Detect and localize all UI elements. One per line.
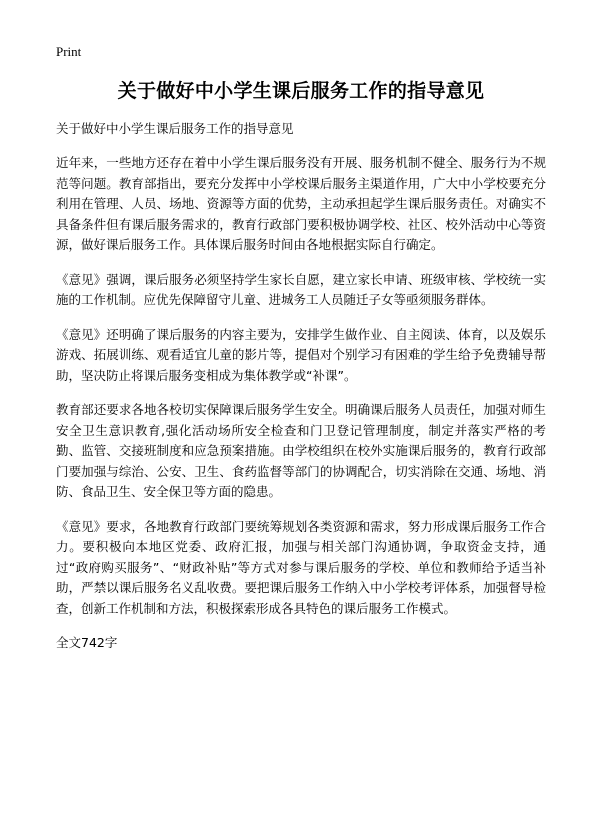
paragraph-voluntary: 《意见》强调，课后服务必须坚持学生家长自愿，建立家长申请、班级审核、学校统一实施的工作机制。应优先保障留守儿童、进城务工人员随迁子女等亟须服务群体。 xyxy=(56,271,546,307)
article-subtitle: 关于做好中小学生课后服务工作的指导意见 xyxy=(56,121,294,136)
paragraph-resources: 《意见》要求，各地教育行政部门要统筹规划各类资源和需求，努力形成课后服务工作合力。要积极向本地区党委、政府汇报，加强与相关部门沟通协调，争取资金支持，通过“政府购买服务”、“财政补贴”等方式对参与课后服务的学校、单位和教师给予适当补助，严禁以课后服务名义乱收费。要把课后服务工作纳入中小学校考评体系，加强督导检查，创新工作机制和方法，积极探索形成各具特色的课后服务工作模式。 xyxy=(56,518,546,616)
word-count: 全文742字 xyxy=(56,635,118,650)
page-title: 关于做好中小学生课后服务工作的指导意见 xyxy=(117,80,485,102)
print-link[interactable]: Print xyxy=(56,44,82,59)
paragraph-intro: 近年来，一些地方还存在着中小学生课后服务没有开展、服务机制不健全、服务行为不规范等问题。教育部指出，要充分发挥中小学校课后服务主渠道作用，广大中小学校要充分利用在管理、人员、场地、资源等方面的优势，主动承担起学生课后服务责任。对确实不具备条件但有课后服务需求的，教育行政部门要积极协调学校、社区、校外活动中心等资源，做好课后服务工作。具体课后服务时间由各地根据实际自行确定。 xyxy=(56,155,546,252)
paragraph-safety: 教育部还要求各地各校切实保障课后服务学生安全。明确课后服务人员责任，加强对师生安全卫生意识教育,强化活动场所安全检查和门卫登记管理制度，制定并落实严格的考勤、监管、交接班制度和应急预案措施。由学校组织在校外实施课后服务的，教育行政部门要加强与综治、公安、卫生、食药监督等部门的协调配合，切实消除在交通、场地、消防、食品卫生、安全保卫等方面的隐患。 xyxy=(56,402,546,499)
paragraph-content: 《意见》还明确了课后服务的内容主要为，安排学生做作业、自主阅读、体育，以及娱乐游戏、拓展训练、观看适宜儿童的影片等，提倡对个别学习有困难的学生给予免费辅导帮助，坚决防止将课后服务变相成为集体教学或“补课”。 xyxy=(56,326,546,383)
